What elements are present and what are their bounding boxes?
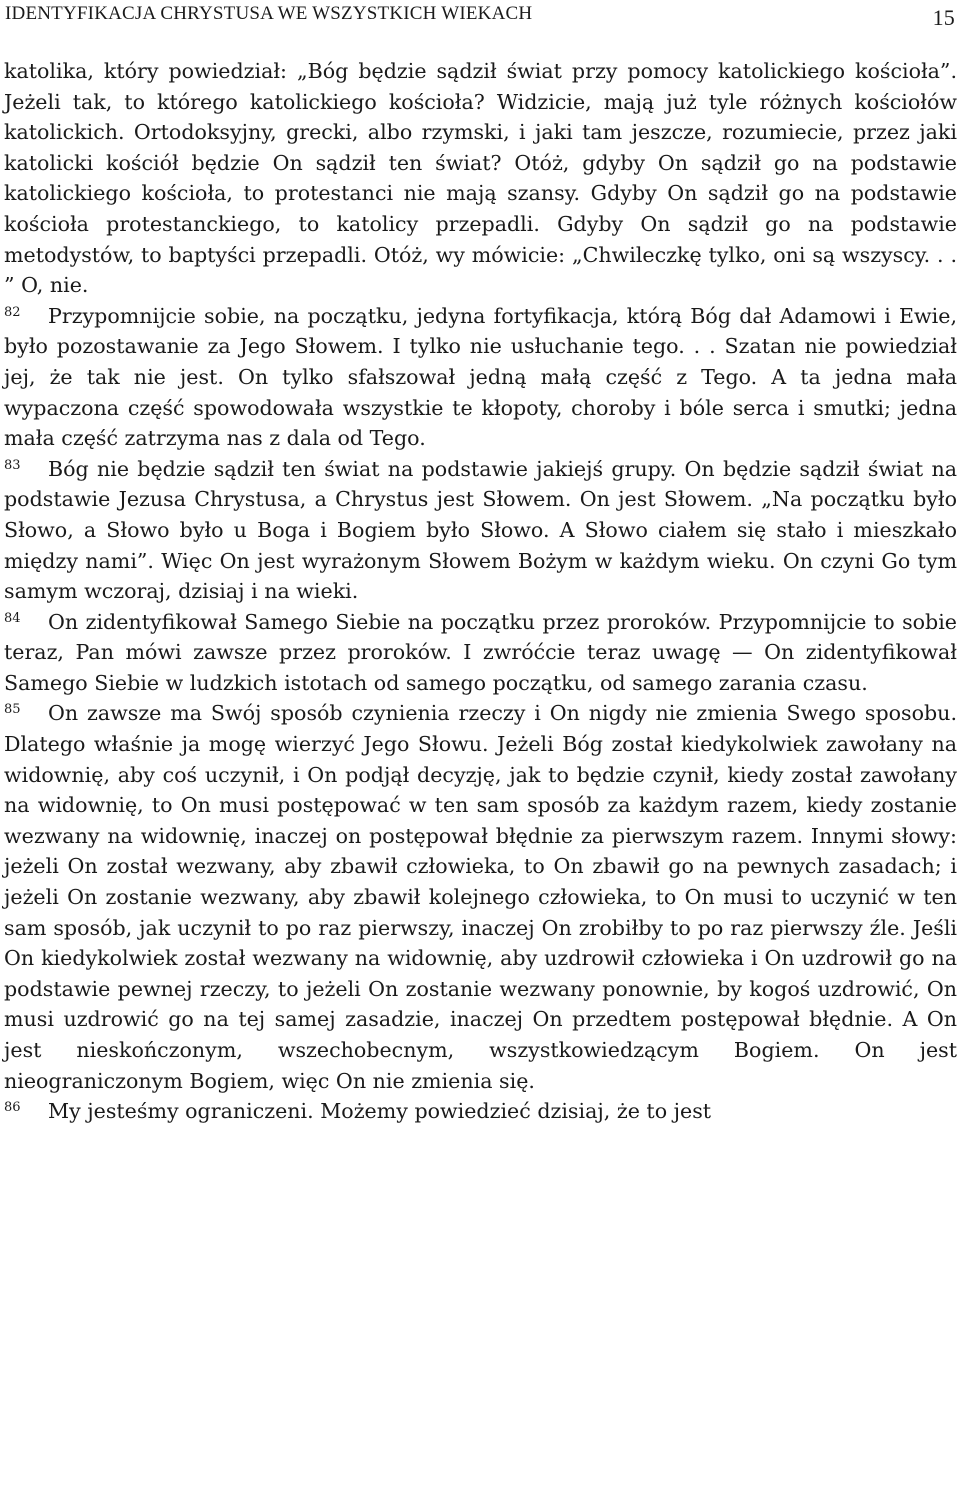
- paragraph-86: 86 My jesteśmy ograniczeni. Możemy powiedzieć dzisiaj, że to jest: [4, 1099, 712, 1124]
- paragraph-83: 83 Bóg nie będzie sądził ten świat na podstawie jakiejś grupy. On będzie sądził świat na podstawie Jezusa Chrystusa, a Chrystus jest Słowem. On jest Słowem. „Na początku było Słowo, a Słowo było u Boga i Bogiem było Słowo. A Słowo ciałem się stało i mieszkało między nami”. Więc On jest wyrażonym Słowem Bożym w każdym wieku. On czyni Go tym samym wczoraj, dzisiaj i na wieki.: [4, 456, 957, 604]
- paragraph-text: On zawsze ma Swój sposób czynienia rzeczy i On nigdy nie zmienia Swego sposobu. Dlatego właśnie ja mogę wierzyć Jego Słowu. Jeżeli Bóg został kiedykolwiek zawołany na widownię, aby coś uczynił, i On podjął decyzję, jak to będzie czynił, kiedy został zawołany na widownię, to On musi postępować w ten sam sposób za każdym razem, kiedy zostanie wezwany na widownię, inaczej on postępował błędnie za pierwszym razem. Innymi słowy: jeżeli On został wezwany, aby zbawił człowieka, to On zbawił go na pewnych zasadach; i jeżeli On zostanie wezwany, aby zbawił kolejnego człowieka, to On musi to uczynić w ten sam sposób, jak uczynił to po raz pierwszy, inaczej On zrobiłby to po raz pierwszy źle. Jeśli On kiedykolwiek został wezwany na widownię, aby uzdrowił człowieka i On uzdrowił go na podstawie pewnej rzeczy, to jeżeli On zostanie wezwany ponownie, by kogoś uzdrowić, On musi uzdrowić go na tej samej zasadzie, inaczej On przedtem postępował błędnie. A On jest nieskończonym, wszechobecnym, wszystkowiedzącym Bogiem. On jest nieograniczonym Bogiem, więc On nie zmienia się.: [4, 701, 957, 1093]
- body-text: [4, 56, 957, 1127]
- running-header: [5, 3, 955, 33]
- running-title: IDENTYFIKACJA CHRYSTUSA WE WSZYSTKICH WIEKACH: [5, 3, 533, 24]
- paragraph-text: Bóg nie będzie sądził ten świat na podstawie jakiejś grupy. On będzie sądził świat na podstawie Jezusa Chrystusa, a Chrystus jest Słowem. On jest Słowem. „Na początku było Słowo, a Słowo było u Boga i Bogiem było Słowo. A Słowo ciałem się stało i mieszkało między nami”. Więc On jest wyrażonym Słowem Bożym w każdym wieku. On czyni Go tym samym wczoraj, dzisiaj i na wieki.: [4, 456, 957, 604]
- paragraph-85: 85 On zawsze ma Swój sposób czynienia rzeczy i On nigdy nie zmienia Swego sposobu. Dlatego właśnie ja mogę wierzyć Jego Słowu. Jeżeli Bóg został kiedykolwiek zawołany na widownię, aby coś uczynił, i On podjął decyzję, jak to będzie czynił, kiedy został zawołany na widownię, to On musi postępować w ten sam sposób za każdym razem, kiedy zostanie wezwany na widownię, inaczej on postępował błędnie za pierwszym razem. Innymi słowy: jeżeli On został wezwany, aby zbawił człowieka, to On zbawił go na pewnych zasadach; i jeżeli On zostanie wezwany, aby zbawił kolejnego człowieka, to On musi to uczynić w ten sam sposób, jak uczynił to po raz pierwszy, inaczej On zrobiłby to po raz pierwszy źle. Jeśli On kiedykolwiek został wezwany na widownię, aby uzdrowił człowieka i On uzdrowił go na podstawie pewnej rzeczy, to jeżeli On zostanie wezwany ponownie, by kogoś uzdrowić, On musi uzdrowić go na tej samej zasadzie, inaczej On przedtem postępował błędnie. A On jest nieskończonym, wszechobecnym, wszystkowiedzącym Bogiem. On jest nieograniczonym Bogiem, więc On nie zmienia się.: [4, 701, 957, 1093]
- paragraph-text: On zidentyfikował Samego Siebie na początku przez proroków. Przypomnijcie to sobie teraz, Pan mówi zawsze przez proroków. I zwróćcie teraz uwagę — On zidentyfikował Samego Siebie w ludzkich istotach od samego początku, od samego zarania czasu.: [4, 609, 957, 695]
- paragraph-81-continued: [4, 56, 957, 301]
- paragraph-text: My jesteśmy ograniczeni. Możemy powiedzieć dzisiaj, że to jest: [48, 1099, 712, 1124]
- paragraph-84: 84 On zidentyfikował Samego Siebie na początku przez proroków. Przypomnijcie to sobie teraz, Pan mówi zawsze przez proroków. I zwróćcie teraz uwagę — On zidentyfikował Samego Siebie w ludzkich istotach od samego początku, od samego zarania czasu.: [4, 609, 957, 695]
- paragraph-text: Przypomnijcie sobie, na początku, jedyna fortyfikacja, którą Bóg dał Adamowi i Ewie, było pozostawanie za Jego Słowem. I tylko nie usłuchanie tego. . . Szatan nie powiedział jej, że tak nie jest. On tylko sfałszował jedną małą część z Tego. A ta jedna mała wypaczona część spowodowała wszystkie te kłopoty, choroby i bóle serca i smutki; jedna mała część zatrzyma nas z dala od Tego.: [4, 303, 957, 451]
- page-number: 15: [932, 5, 955, 30]
- paragraph-text: katolika, który powiedział: „Bóg będzie sądził świat przy pomocy katolickiego kościoła”. Jeżeli tak, to którego katolickiego kościoła? Widzicie, mają już tyle różnych kościołów katolickich. Ortodoksyjny, grecki, albo rzymski, i jaki tam jeszcze, rozumiecie, przez jaki katolicki kościół będzie On sądził ten świat? Otóż, gdyby On sądził go na podstawie katolickiego kościoła, to protestanci nie mają szansy. Gdyby On sądził go na podstawie kościoła protestanckiego, to katolicy przepadli. Gdyby On sądził go na podstawie metodystów, to baptyści przepadli. Otóż, wy mówicie: „Chwileczkę tylko, oni są wszyscy. . . ” O, nie.: [4, 59, 957, 298]
- paragraph-82: 82 Przypomnijcie sobie, na początku, jedyna fortyfikacja, którą Bóg dał Adamowi i Ewie, było pozostawanie za Jego Słowem. I tylko nie usłuchanie tego. . . Szatan nie powiedział jej, że tak nie jest. On tylko sfałszował jedną małą część z Tego. A ta jedna mała wypaczona część spowodowała wszystkie te kłopoty, choroby i bóle serca i smutki; jedna mała część zatrzyma nas z dala od Tego.: [4, 303, 957, 451]
